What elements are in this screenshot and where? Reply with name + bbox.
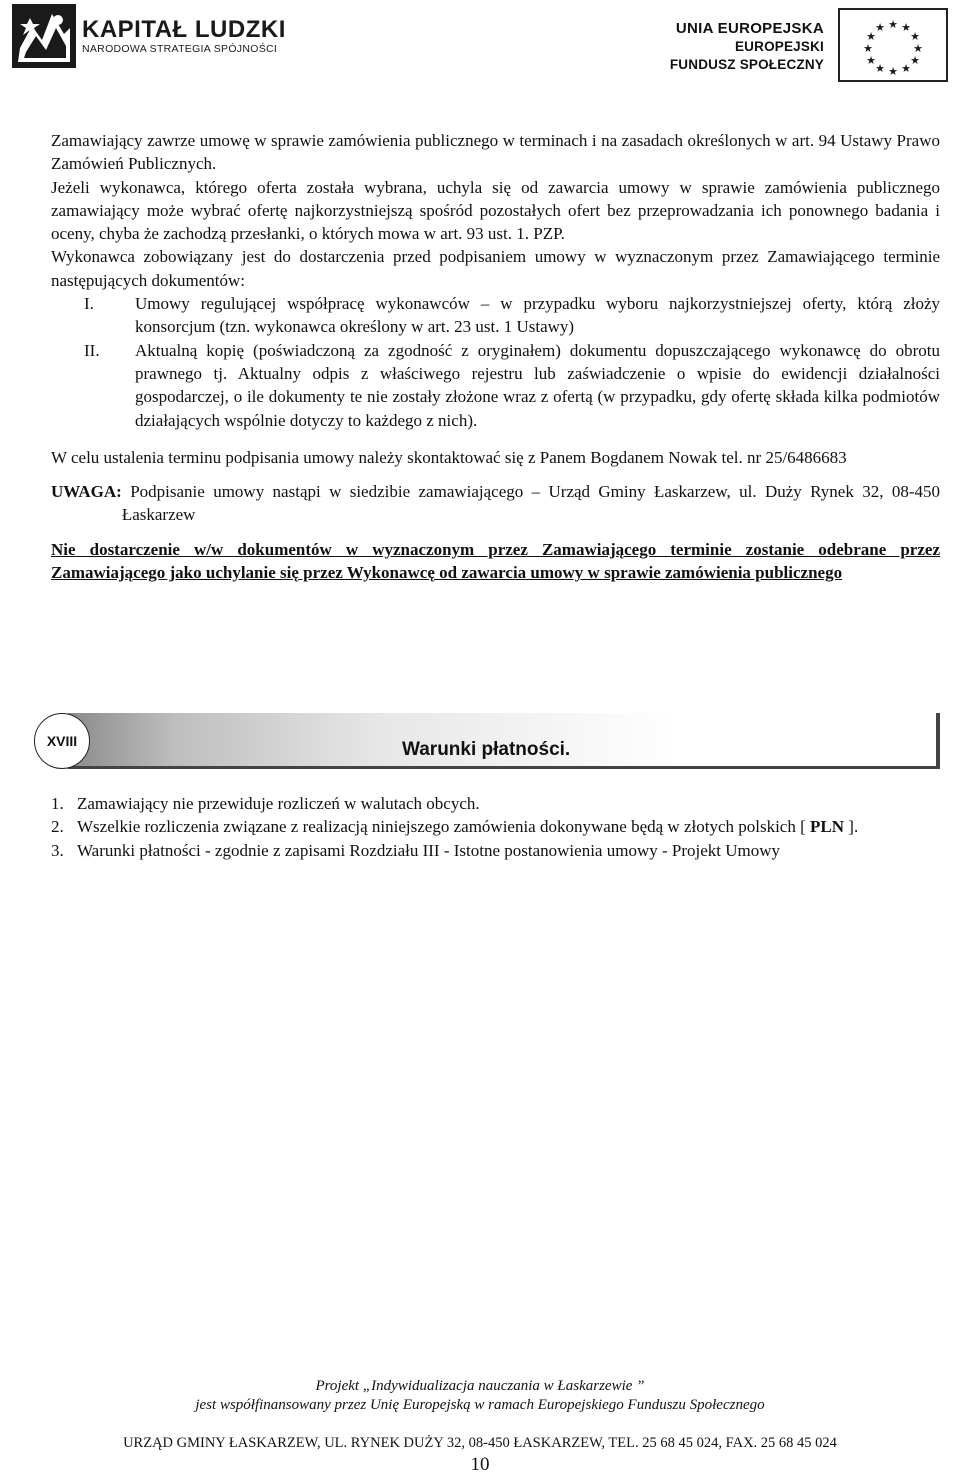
svg-text:★: ★ — [901, 62, 911, 75]
svg-text:★: ★ — [875, 21, 885, 34]
warning-notice: Nie dostarczenie w/w dokumentów w wyznaczonym przez Zamawiającego terminie zostanie odebrane przez Zamawiającego jako uchylanie się przez Wykonawcę od zawarcia umowy w sprawie zamówienia publicznego — [51, 539, 940, 583]
currency-code: PLN — [810, 817, 845, 837]
section-header — [34, 713, 940, 769]
list-item-number: 1. — [51, 794, 64, 813]
eu-flag-icon — [838, 8, 948, 82]
paragraph-contact: W celu ustalenia terminu podpisania umowy należy skontaktować się z Panem Bogdanem Nowak tel. nr 25/6486683 — [51, 447, 847, 467]
logo-left-title: KAPITAŁ LUDZKI — [82, 16, 286, 43]
section-title: Warunki płatności. — [402, 739, 571, 760]
footer-project: Projekt „Indywidualizacja nauczania w Łaskarzewie ” — [315, 1378, 645, 1394]
footer-cofinanced: jest współfinansowany przez Unię Europejską w ramach Europejskiego Funduszu Społecznego — [195, 1397, 765, 1413]
svg-text:★: ★ — [875, 62, 885, 75]
main-content — [51, 129, 945, 584]
list-item — [51, 815, 940, 838]
svg-text:★: ★ — [901, 21, 911, 34]
svg-text:★: ★ — [910, 54, 920, 67]
payment-terms-list — [51, 792, 940, 862]
svg-text:★: ★ — [866, 54, 876, 67]
logo-right-line2: EUROPEJSKI — [734, 39, 824, 54]
kapital-ludzki-logo — [12, 4, 286, 68]
list-item — [51, 792, 940, 815]
document-item-2 — [51, 339, 940, 432]
svg-text:★: ★ — [888, 18, 898, 31]
paragraph-documents-required: Wykonawca zobowiązany jest do dostarczenia przed podpisaniem umowy w wyznaczonym przez Zamawiającego terminie następujących dokumentów: — [51, 247, 940, 290]
list-item-text: Warunki płatności - zgodnie z zapisami Rozdziału III - Istotne postanowienia umowy - Projekt Umowy — [77, 840, 781, 860]
svg-text:★: ★ — [863, 42, 873, 55]
kapital-ludzki-emblem-icon — [12, 4, 76, 68]
eu-logo — [670, 8, 948, 84]
list-item — [51, 839, 940, 862]
section-number-badge: XVIII — [34, 713, 90, 769]
document-item-1 — [51, 292, 940, 339]
document-item-text: Aktualną kopię (poświadczoną za zgodność z oryginałem) dokumentu dopuszczającego wykonawcę do obrotu prawnego tj. Aktualny odpis z właściwego rejestru lub zaświadczenie o wpisie do ewidencji działalności gospodarczej, o ile dokumenty te nie zostały złożone wraz z ofertą (w przypadku, gdy ofertę składa kilka podmiotów działających wspólnie dotyczy to każdego z nich). — [135, 340, 940, 430]
paragraph-contract-terms: Zamawiający zawrze umowę w sprawie zamówienia publicznego w terminach i na zasadach określonych w art. 94 Ustawy Prawo Zamówień Publicznych. — [51, 131, 940, 174]
list-item-number: 2. — [51, 817, 64, 837]
svg-text:★: ★ — [910, 30, 920, 43]
uwaga-label: UWAGA: — [51, 482, 122, 502]
page-number: 10 — [470, 1454, 490, 1475]
svg-text:★: ★ — [888, 65, 898, 78]
logo-right-line3: FUNDUSZ SPOŁECZNY — [669, 57, 824, 72]
svg-text:★: ★ — [913, 42, 923, 55]
document-item-number: II. — [84, 340, 100, 360]
uwaga-text: Podpisanie umowy nastąpi w siedzibie zamawiającego – Urząd Gminy Łaskarzew, ul. Duży Rynek 32, 08-450 Łaskarzew — [121, 482, 945, 525]
svg-text:★: ★ — [866, 30, 876, 43]
list-item-text: Zamawiający nie przewiduje rozliczeń w walutach obcych. — [77, 794, 480, 813]
paragraph-withdrawal: Jeżeli wykonawca, którego oferta została wybrana, uchyla się od zawarcia umowy w sprawie zamówienia publicznego zamawiający może wybrać ofertę najkorzystniejszą spośród pozostałych ofert bez przeprowadzania ich ponownego badania i oceny, chyba że zachodzą przesłanki, o których mowa w art. 93 ust. 1. PZP. — [51, 177, 940, 244]
document-item-number: I. — [84, 294, 94, 314]
logo-right-line1: UNIA EUROPEJSKA — [675, 20, 824, 37]
list-item-text: Wszelkie rozliczenia związane z realizacją niniejszego zamówienia dokonywane będą w złotych polskich [ PLN ]. — [77, 817, 859, 837]
list-item-number: 3. — [51, 840, 64, 860]
document-item-text: Umowy regulującej współpracę wykonawców – w przypadku wyboru najkorzystniejszej oferty, którą złoży konsorcjum (tzn. wykonawca określony w art. 23 ust. 1 Ustawy) — [135, 294, 940, 337]
logo-left-subtitle: NARODOWA STRATEGIA SPÓJNOŚCI — [82, 43, 278, 55]
footer-address: URZĄD GMINY ŁASKARZEW, UL. RYNEK DUŻY 32, 08-450 ŁASKARZEW, TEL. 25 68 45 024, FAX. 25 68 45 024 — [123, 1435, 837, 1451]
uwaga-note — [51, 480, 945, 527]
